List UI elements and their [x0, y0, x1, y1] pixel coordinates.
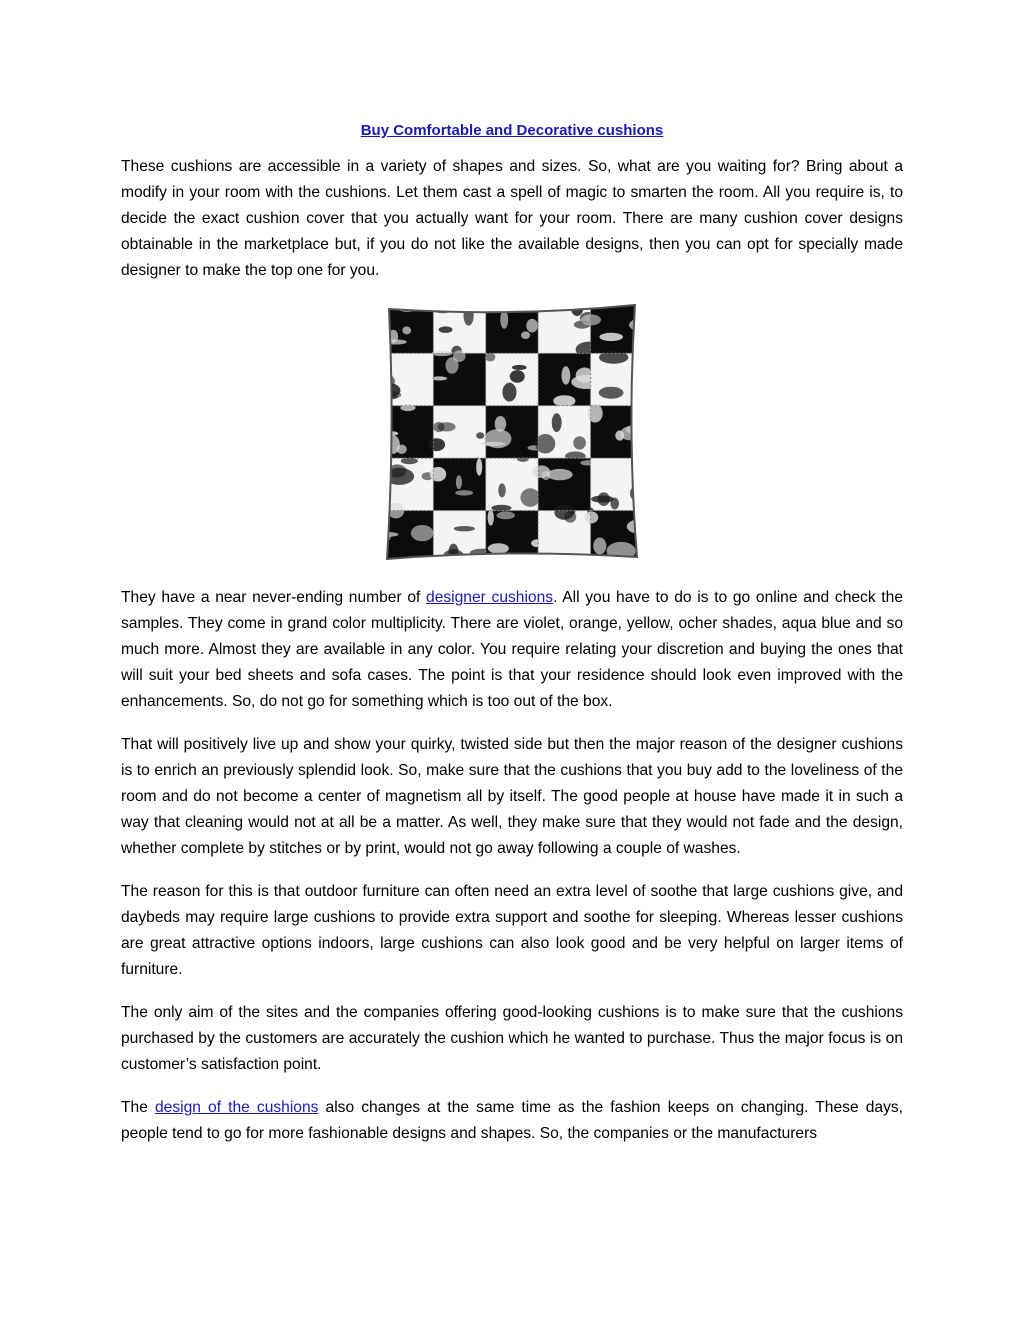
- hide-spot: [599, 387, 624, 399]
- paragraph-6-before: The: [121, 1099, 155, 1116]
- hide-spot: [411, 525, 434, 541]
- paragraph-2-after: . All you have to do is to go online and check the samples. They come in grand color multiplicity. There are violet, orange, yellow, ocher shades, aqua blue and so much more. Almost they are available in any color. You require relating your discretion and buying the ones that will suit your bed sheets and sofa cases. The point is that your residence should look even improved with the enhancements. So, do not go for something which is too out of the box.: [121, 589, 903, 710]
- paragraph-4: The reason for this is that outdoor furniture can often need an extra level of soothe that large cushions give, and daybeds may require large cushions to provide extra support and soothe for sleeping. Whereas lesser cushions are great attractive options indoors, large cushions can also look good and be very helpful on larger items of furniture.: [121, 883, 903, 978]
- hide-spot: [488, 510, 494, 526]
- paragraph-5: The only aim of the sites and the companies offering good-looking cushions is to make sure that the cushions purchased by the customers are accurately the cushion which he wanted to purchase. Thus the major focus is on customer’s satisfaction point.: [121, 1004, 903, 1073]
- hide-spot: [464, 306, 474, 326]
- hide-spot: [483, 301, 499, 311]
- hide-spot: [552, 413, 562, 432]
- hide-spot: [584, 511, 598, 523]
- document-page: [121, 118, 903, 1164]
- hide-spot: [400, 404, 415, 411]
- hide-spot: [510, 370, 525, 383]
- cushion-image: [381, 301, 643, 563]
- hide-spot: [439, 326, 453, 332]
- hide-spot: [553, 395, 575, 406]
- hide-spot: [476, 432, 484, 439]
- hide-spot: [433, 422, 444, 432]
- hide-spot: [502, 383, 516, 402]
- hide-spot: [484, 429, 511, 448]
- hide-spot: [561, 366, 570, 384]
- paragraph-1: These cushions are accessible in a variety of shapes and sizes. So, what are you waiting for? Bring about a modify in your room with the cushions. Let them cast a spell of magic to smarten the room. All you require is, to decide the exact cushion cover that you actually want for your room. There are many cushion cover designs obtainable in the marketplace but, if you do not like the available designs, then you can opt for specially made designer to make the top one for you.: [121, 158, 903, 279]
- hide-spot: [591, 495, 614, 502]
- hide-spot: [402, 326, 411, 334]
- hide-spot: [488, 543, 509, 553]
- hide-spot: [512, 365, 527, 370]
- hide-spot: [498, 483, 506, 497]
- hide-spot: [454, 526, 475, 531]
- patch-tile: [381, 406, 433, 458]
- hide-spot: [430, 467, 446, 482]
- hide-spot: [599, 333, 623, 341]
- hide-spot: [448, 544, 458, 561]
- hide-spot: [521, 331, 530, 339]
- hide-spot: [526, 319, 538, 333]
- designer-cushions-link[interactable]: designer cushions: [426, 589, 554, 606]
- hide-spot: [428, 438, 445, 451]
- title-link[interactable]: Buy Comfortable and Decorative cushions: [360, 122, 664, 139]
- hide-spot: [455, 490, 473, 495]
- hide-spot: [638, 381, 643, 396]
- hide-spot: [633, 386, 640, 396]
- hide-spot: [593, 538, 606, 555]
- hide-spot: [496, 511, 514, 519]
- hide-spot: [599, 351, 628, 364]
- document-title: [121, 118, 903, 144]
- hide-spot: [456, 475, 462, 489]
- cushion-photo-icon: [381, 301, 643, 563]
- patch-tile: [433, 406, 485, 458]
- paragraph-3: That will positively live up and show your quirky, twisted side but then the major reason of the designer cushions is to enrich an previously splendid look. So, make sure that the cushions that you buy add to the loveliness of the room and do not become a center of magnetism all by itself. The good people at house have made it in such a way that cleaning would not at all be a matter. As well, they make sure that they would not fade and the design, whether complete by stitches or by print, would not go away following a couple of washes.: [121, 736, 903, 857]
- hide-spot: [581, 314, 601, 325]
- paragraph-2: [121, 585, 903, 715]
- design-of-cushions-link[interactable]: design of the cushions: [154, 1099, 319, 1116]
- paragraph-6: [121, 1095, 903, 1147]
- hide-spot: [517, 456, 529, 462]
- hide-spot: [588, 404, 603, 423]
- patch-tile: [381, 353, 433, 405]
- hide-spot: [573, 436, 586, 449]
- hide-spot: [397, 445, 407, 455]
- hide-spot: [388, 395, 398, 400]
- hide-spot: [547, 469, 573, 480]
- patch-tile: [538, 458, 590, 510]
- hide-spot: [554, 504, 574, 519]
- hide-spot: [445, 357, 458, 374]
- paragraph-2-before: They have a near never-ending number of: [121, 589, 427, 606]
- hide-spot: [520, 488, 540, 507]
- patch-tile: [381, 458, 433, 510]
- paragraph-6-after: also changes at the same time as the fashion keeps on changing. These days, people tend to go for more fashionable designs and shapes. So, the companies or the manufacturers: [121, 1099, 903, 1142]
- hide-spot: [476, 458, 482, 475]
